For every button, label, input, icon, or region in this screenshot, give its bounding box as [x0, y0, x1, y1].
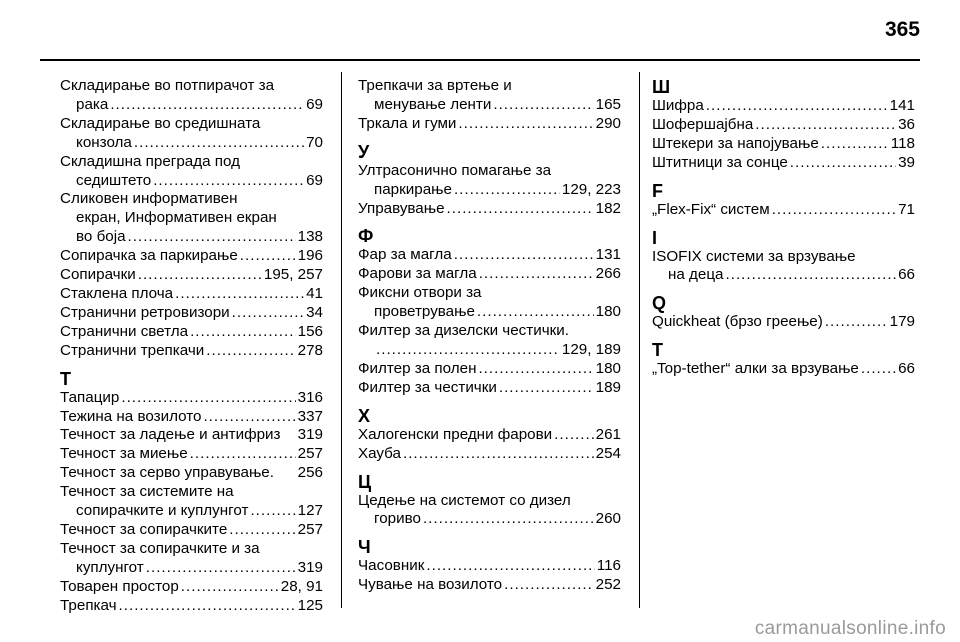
- index-entry: [358, 77, 621, 115]
- index-entry: [358, 200, 621, 219]
- entry-page-ref: 179: [889, 313, 915, 331]
- entry-page-ref: 118: [890, 134, 915, 152]
- index-entry: [652, 313, 915, 332]
- dot-leader: [861, 360, 896, 379]
- entry-label: Тркала и гуми: [358, 114, 457, 132]
- entry-page-ref: 319: [297, 558, 323, 576]
- index-entry: [358, 246, 621, 265]
- entry-page-ref: 189: [595, 378, 621, 396]
- entry-page-ref: 66: [898, 266, 915, 284]
- entry-label: проветрување: [374, 303, 475, 321]
- index-entry: [358, 360, 621, 379]
- dot-leader: [479, 265, 594, 284]
- entry-page-ref: 257: [297, 445, 323, 463]
- index-entry: [358, 162, 621, 200]
- index-entry: [60, 597, 323, 616]
- index-entry: [60, 408, 323, 427]
- entry-label: Странични трепкачи: [60, 341, 205, 359]
- entry-label: Шофершајбна: [652, 115, 754, 133]
- entry-label: Фар за магла: [358, 246, 452, 264]
- index-entry: [358, 445, 621, 464]
- entry-label: Чување на возилото: [358, 576, 503, 594]
- entry-page-ref: 196: [297, 247, 323, 265]
- entry-page-ref: 125: [297, 596, 323, 614]
- entry-label: „Flex-Fix“ систем: [652, 200, 770, 218]
- dot-leader: [250, 502, 295, 521]
- dot-leader: [499, 379, 594, 398]
- entry-heading: Складирање во средишната: [60, 114, 261, 132]
- section-letter: Х: [358, 405, 371, 426]
- entry-label: Тапацир: [60, 388, 120, 406]
- dot-leader: [128, 228, 296, 247]
- section-letter: Ц: [358, 471, 372, 492]
- dot-leader: [772, 201, 896, 220]
- entry-page-ref: 319: [297, 426, 323, 444]
- entry-label: Сопирачки: [60, 266, 136, 284]
- entry-label: Стаклена плоча: [60, 284, 174, 302]
- index-column-3: [652, 77, 915, 379]
- index-entry: [60, 190, 323, 247]
- entry-page-ref: 195, 257: [263, 266, 323, 284]
- section-letter: F: [652, 180, 663, 201]
- entry-label: Фарови за магла: [358, 265, 477, 283]
- index-entry: [652, 360, 915, 379]
- dot-leader: [190, 445, 296, 464]
- section-letter: Ф: [358, 226, 374, 247]
- dot-leader: [755, 116, 896, 135]
- dot-leader: [138, 266, 262, 285]
- dot-leader: [454, 181, 560, 200]
- entry-page-ref: 28, 91: [280, 577, 323, 595]
- entry-label: Тежина на возилото: [60, 407, 202, 425]
- entry-page-ref: 131: [595, 246, 621, 264]
- dot-leader: [423, 510, 594, 529]
- index-entry: [358, 576, 621, 595]
- dot-leader: [790, 154, 896, 173]
- entry-label: во боја: [76, 228, 126, 246]
- index-entry: [652, 154, 915, 173]
- index-entry: [652, 201, 915, 220]
- entry-label: Течност за ладење и антифриз: [60, 426, 281, 444]
- index-entry: [60, 445, 323, 464]
- index-entry: [60, 426, 323, 445]
- entry-label: Странични светла: [60, 322, 189, 340]
- entry-page-ref: 141: [889, 97, 915, 114]
- index-entry: [652, 248, 915, 286]
- entry-page-ref: 116: [596, 557, 621, 575]
- entry-heading: Фиксни отвори за: [358, 284, 482, 302]
- entry-label: Сопирачка за паркирање: [60, 247, 238, 265]
- dot-leader: [403, 445, 594, 464]
- dot-leader: [175, 285, 304, 304]
- entry-label: Часовник: [358, 557, 425, 575]
- entry-heading: Складишна преграда под: [60, 152, 240, 170]
- entry-page-ref: 261: [595, 425, 621, 443]
- entry-heading: Ултрасонично помагање за: [358, 161, 552, 179]
- index-entry: [60, 578, 323, 597]
- entry-label: Филтер за полен: [358, 359, 477, 377]
- index-entry: [60, 285, 323, 304]
- index-entry: [652, 135, 915, 154]
- entry-label: Странични ретровизори: [60, 303, 230, 321]
- index-entry: [60, 483, 323, 521]
- index-entry: [652, 116, 915, 135]
- index-entry: [60, 342, 323, 361]
- entry-label: Течност за серво управување.: [60, 464, 274, 482]
- entry-label: Товарен простор: [60, 577, 179, 595]
- entry-label: Халогенски предни фарови: [358, 425, 553, 443]
- entry-label: на деца: [668, 266, 724, 284]
- index-entry: [60, 247, 323, 266]
- index-entry: [60, 304, 323, 323]
- dot-leader: [232, 304, 304, 323]
- header-rule: [40, 59, 920, 61]
- dot-leader: [825, 313, 888, 332]
- entry-label: Трепкач: [60, 596, 117, 614]
- index-column-2: [358, 77, 621, 595]
- entry-page-ref: 182: [595, 199, 621, 217]
- dot-leader: [821, 135, 889, 154]
- dot-leader: [447, 200, 594, 219]
- dot-leader: [726, 266, 897, 285]
- entry-page-ref: 252: [595, 576, 621, 594]
- dot-leader: [477, 303, 594, 322]
- dot-leader: [478, 360, 593, 379]
- entry-label: Шифра: [652, 97, 704, 114]
- entry-page-ref: 256: [297, 464, 323, 482]
- dot-leader: [376, 341, 560, 360]
- dot-leader: [190, 323, 296, 342]
- section-letter: Q: [652, 293, 667, 314]
- index-entry: [358, 265, 621, 284]
- entry-page-ref: 180: [595, 359, 621, 377]
- dot-leader: [240, 247, 296, 266]
- dot-leader: [229, 521, 295, 540]
- index-column-1: [60, 77, 323, 615]
- index-entry: [60, 521, 323, 540]
- watermark: carmanualsonline.info: [754, 618, 946, 639]
- dot-leader: [181, 578, 279, 597]
- entry-page-ref: 71: [898, 200, 915, 218]
- entry-heading: Течност за сопирачките и за: [60, 539, 260, 557]
- entry-heading: Течност за системите на: [60, 483, 234, 501]
- entry-heading: ISOFIX системи за врзување: [652, 247, 856, 265]
- entry-label: паркирање: [374, 180, 452, 198]
- index-entry: [60, 464, 323, 483]
- entry-label: „Top-tether“ алки за врзување: [652, 360, 859, 378]
- dot-leader: [134, 134, 304, 153]
- dot-leader: [454, 246, 594, 265]
- column-divider: [341, 72, 342, 608]
- section-letter: Ч: [358, 537, 371, 558]
- entry-label: сопирачките и куплунгот: [76, 502, 249, 520]
- entry-label: менување ленти: [374, 95, 492, 113]
- index-entry: [60, 540, 323, 578]
- entry-page-ref: 70: [306, 133, 323, 151]
- entry-heading: Складирање во потпирачот за: [60, 77, 275, 94]
- dot-leader: [493, 96, 593, 115]
- dot-leader: [121, 389, 295, 408]
- entry-page-ref: 266: [595, 265, 621, 283]
- entry-label: Хауба: [358, 444, 401, 462]
- entry-page-ref: 69: [306, 95, 323, 113]
- entry-page-ref: 180: [595, 303, 621, 321]
- entry-page-ref: 290: [595, 114, 621, 132]
- index-entry: [358, 557, 621, 576]
- index-entry: [358, 322, 621, 360]
- dot-leader: [119, 597, 296, 616]
- entry-label: седиштето: [76, 171, 152, 189]
- dot-leader: [504, 576, 594, 595]
- entry-page-ref: 156: [297, 322, 323, 340]
- dot-leader: [206, 342, 295, 361]
- dot-leader: [554, 426, 593, 445]
- entry-label: Штекери за напојување: [652, 134, 819, 152]
- entry-page-ref: 165: [595, 95, 621, 113]
- entry-page-ref: 129, 189: [561, 340, 621, 358]
- entry-label: Филтер за честички: [358, 378, 497, 396]
- entry-heading: екран, Информативен екран: [76, 209, 277, 227]
- index-entry: [60, 323, 323, 342]
- entry-heading: Цедење на системот со дизел: [358, 491, 571, 509]
- section-letter: Ш: [652, 77, 671, 97]
- dot-leader: [153, 172, 304, 191]
- entry-heading: Филтер за дизелски честички.: [358, 322, 569, 340]
- index-entry: [358, 492, 621, 530]
- entry-page-ref: 66: [898, 360, 915, 378]
- entry-page-ref: 138: [297, 228, 323, 246]
- entry-heading: Трепкачи за вртење и: [358, 77, 512, 94]
- entry-page-ref: 127: [297, 502, 323, 520]
- dot-leader: [203, 408, 295, 427]
- index-entry: [60, 77, 323, 115]
- entry-page-ref: 337: [297, 407, 323, 425]
- index-entry: [60, 115, 323, 153]
- entry-page-ref: 129, 223: [561, 180, 621, 198]
- index-entry: [60, 389, 323, 408]
- entry-page-ref: 254: [595, 444, 621, 462]
- dot-leader: [458, 115, 593, 134]
- dot-leader: [110, 96, 304, 115]
- entry-page-ref: 39: [898, 153, 915, 171]
- index-entry: [358, 426, 621, 445]
- entry-label: Течност за сопирачките: [60, 520, 228, 538]
- page-number: 365: [884, 18, 920, 41]
- dot-leader: [146, 559, 296, 578]
- entry-label: Штитници за сонце: [652, 153, 788, 171]
- section-letter: T: [652, 340, 663, 361]
- entry-page-ref: 41: [306, 284, 323, 302]
- entry-page-ref: 257: [297, 520, 323, 538]
- entry-label: рака: [76, 95, 109, 113]
- index-entry: [358, 115, 621, 134]
- dot-leader: [706, 97, 888, 116]
- entry-label: Управување: [358, 199, 445, 217]
- dot-leader: [426, 557, 594, 576]
- entry-label: Quickheat (брзо греење): [652, 313, 823, 331]
- section-letter: Т: [60, 368, 71, 389]
- section-letter: У: [358, 141, 370, 162]
- column-divider: [639, 72, 640, 608]
- entry-label: гориво: [374, 510, 421, 528]
- index-entry: [652, 97, 915, 116]
- index-entry: [60, 266, 323, 285]
- index-entry: [358, 379, 621, 398]
- entry-page-ref: 316: [297, 388, 323, 406]
- entry-label: куплунгот: [76, 558, 144, 576]
- entry-label: конзола: [76, 133, 132, 151]
- entry-page-ref: 34: [306, 303, 323, 321]
- index-entry: [60, 153, 323, 191]
- entry-page-ref: 260: [595, 510, 621, 528]
- entry-label: Течност за миење: [60, 445, 188, 463]
- section-letter: I: [652, 227, 658, 248]
- index-entry: [358, 284, 621, 322]
- entry-page-ref: 278: [297, 341, 323, 359]
- entry-heading: Сликовен информативен: [60, 190, 238, 208]
- entry-page-ref: 69: [306, 171, 323, 189]
- entry-page-ref: 36: [898, 115, 915, 133]
